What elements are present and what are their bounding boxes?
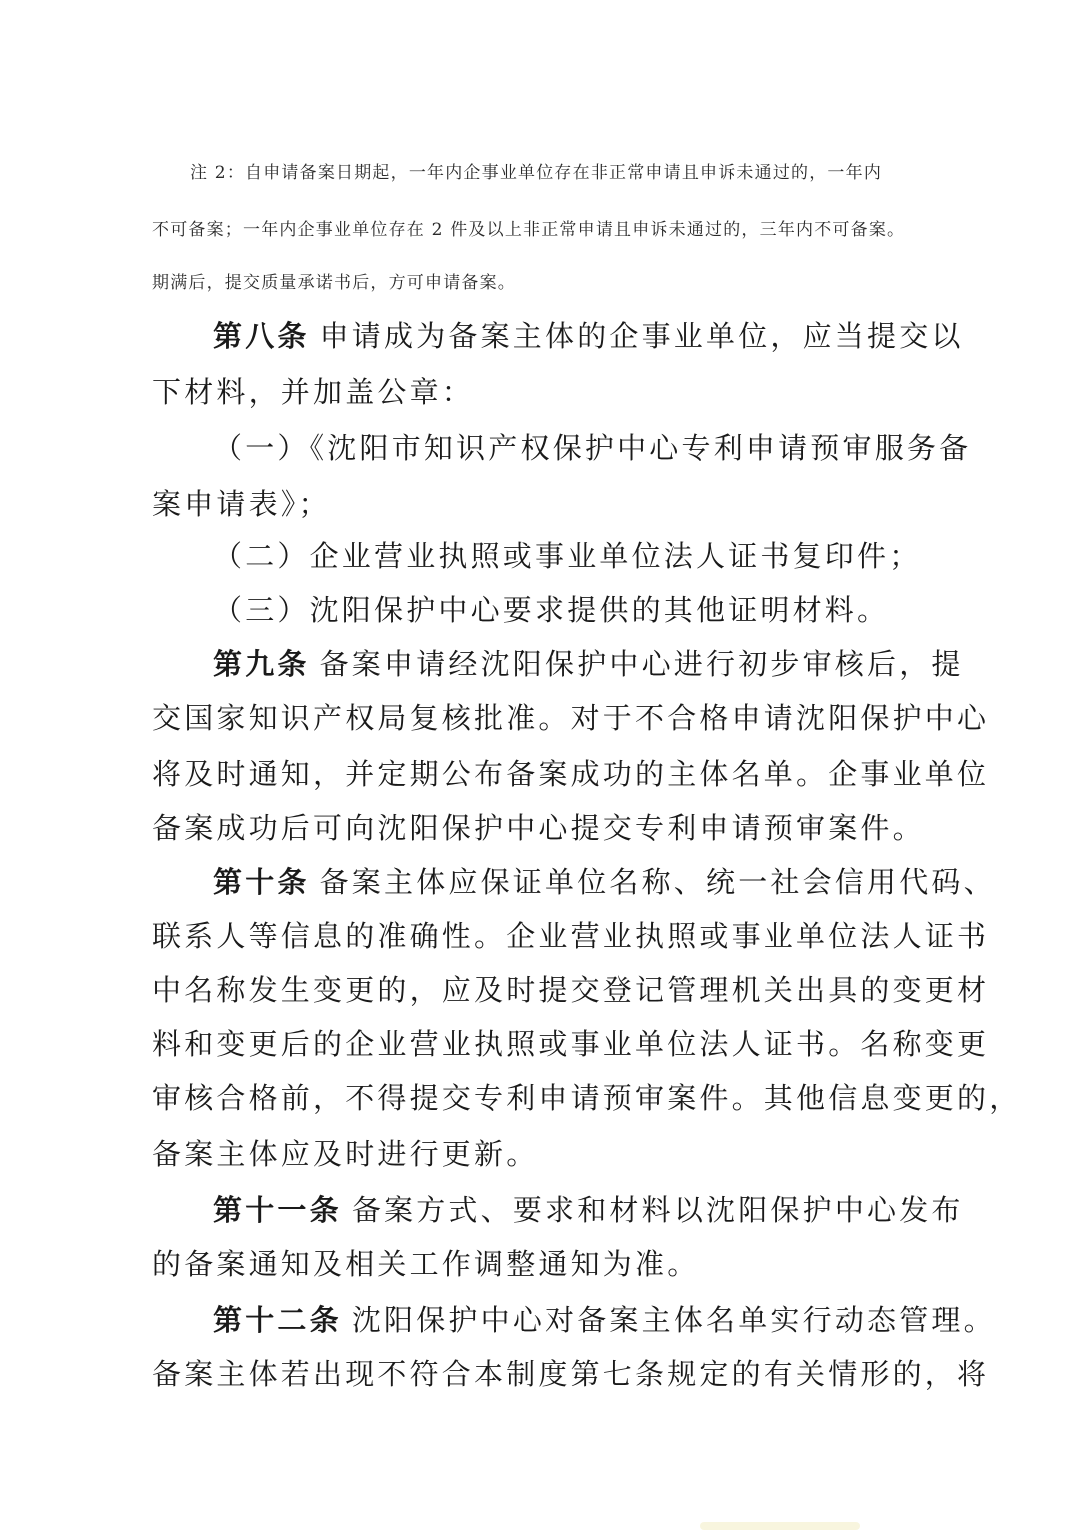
article-10-line-2: 联系人等信息的准确性。企业营业执照或事业单位法人证书 bbox=[152, 919, 990, 953]
article-9-heading: 第九条 bbox=[213, 647, 310, 681]
article-10-line-3: 中名称发生变更的，应及时提交登记管理机关出具的变更材 bbox=[152, 973, 990, 1007]
article-10-line-1 bbox=[213, 860, 996, 901]
article-11-line-2: 的备案通知及相关工作调整通知为准。 bbox=[152, 1247, 700, 1281]
article-8-line-2: 下材料，并加盖公章： bbox=[152, 375, 475, 409]
scan-smudge bbox=[700, 1522, 860, 1530]
article-10-line-5: 审核合格前，不得提交专利申请预审案件。其他信息变更的， bbox=[152, 1081, 1022, 1115]
note-line-2: 不可备案；一年内企事业单位存在 2 件及以上非正常申请且申诉未通过的，三年内不可备案。 bbox=[152, 220, 906, 240]
article-8-line-1 bbox=[213, 314, 964, 355]
article-11-line-1 bbox=[213, 1188, 964, 1229]
article-10-heading: 第十条 bbox=[213, 865, 310, 899]
article-8-item-1-line-1: （一）《沈阳市知识产权保护中心专利申请预审服务备 bbox=[213, 431, 972, 465]
article-12-line-2: 备案主体若出现不符合本制度第七条规定的有关情形的，将 bbox=[152, 1357, 990, 1391]
article-12-line-1 bbox=[213, 1298, 996, 1339]
article-8-item-2: （二）企业营业执照或事业单位法人证书复印件； bbox=[213, 539, 922, 573]
note-line-1: 注 2：自申请备案日期起，一年内企事业单位存在非正常申请且申诉未通过的，一年内 bbox=[190, 163, 883, 183]
article-9-line-1 bbox=[213, 642, 964, 683]
article-8-item-1-line-2: 案申请表》； bbox=[152, 487, 331, 521]
article-11-text-1: 备案方式、要求和材料以沈阳保护中心发布 bbox=[351, 1193, 964, 1227]
article-9-text-1: 备案申请经沈阳保护中心进行初步审核后，提 bbox=[319, 647, 964, 681]
article-8-item-3: （三）沈阳保护中心要求提供的其他证明材料。 bbox=[213, 593, 890, 627]
article-10-line-6: 备案主体应及时进行更新。 bbox=[152, 1137, 539, 1171]
article-9-line-2: 交国家知识产权局复核批准。对于不合格申请沈阳保护中心 bbox=[152, 701, 990, 735]
article-9-line-4: 备案成功后可向沈阳保护中心提交专利申请预审案件。 bbox=[152, 811, 925, 845]
article-8-heading: 第八条 bbox=[213, 319, 310, 353]
article-9-line-3: 将及时通知，并定期公布备案成功的主体名单。企事业单位 bbox=[152, 757, 990, 791]
article-12-text-1: 沈阳保护中心对备案主体名单实行动态管理。 bbox=[351, 1303, 996, 1337]
article-10-line-4: 料和变更后的企业营业执照或事业单位法人证书。名称变更 bbox=[152, 1027, 990, 1061]
article-8-text-1: 申请成为备案主体的企事业单位，应当提交以 bbox=[319, 319, 964, 353]
article-11-heading: 第十一条 bbox=[213, 1193, 342, 1227]
note-line-3: 期满后，提交质量承诺书后，方可申请备案。 bbox=[152, 273, 516, 293]
article-10-text-1: 备案主体应保证单位名称、统一社会信用代码、 bbox=[319, 865, 996, 899]
article-12-heading: 第十二条 bbox=[213, 1303, 342, 1337]
